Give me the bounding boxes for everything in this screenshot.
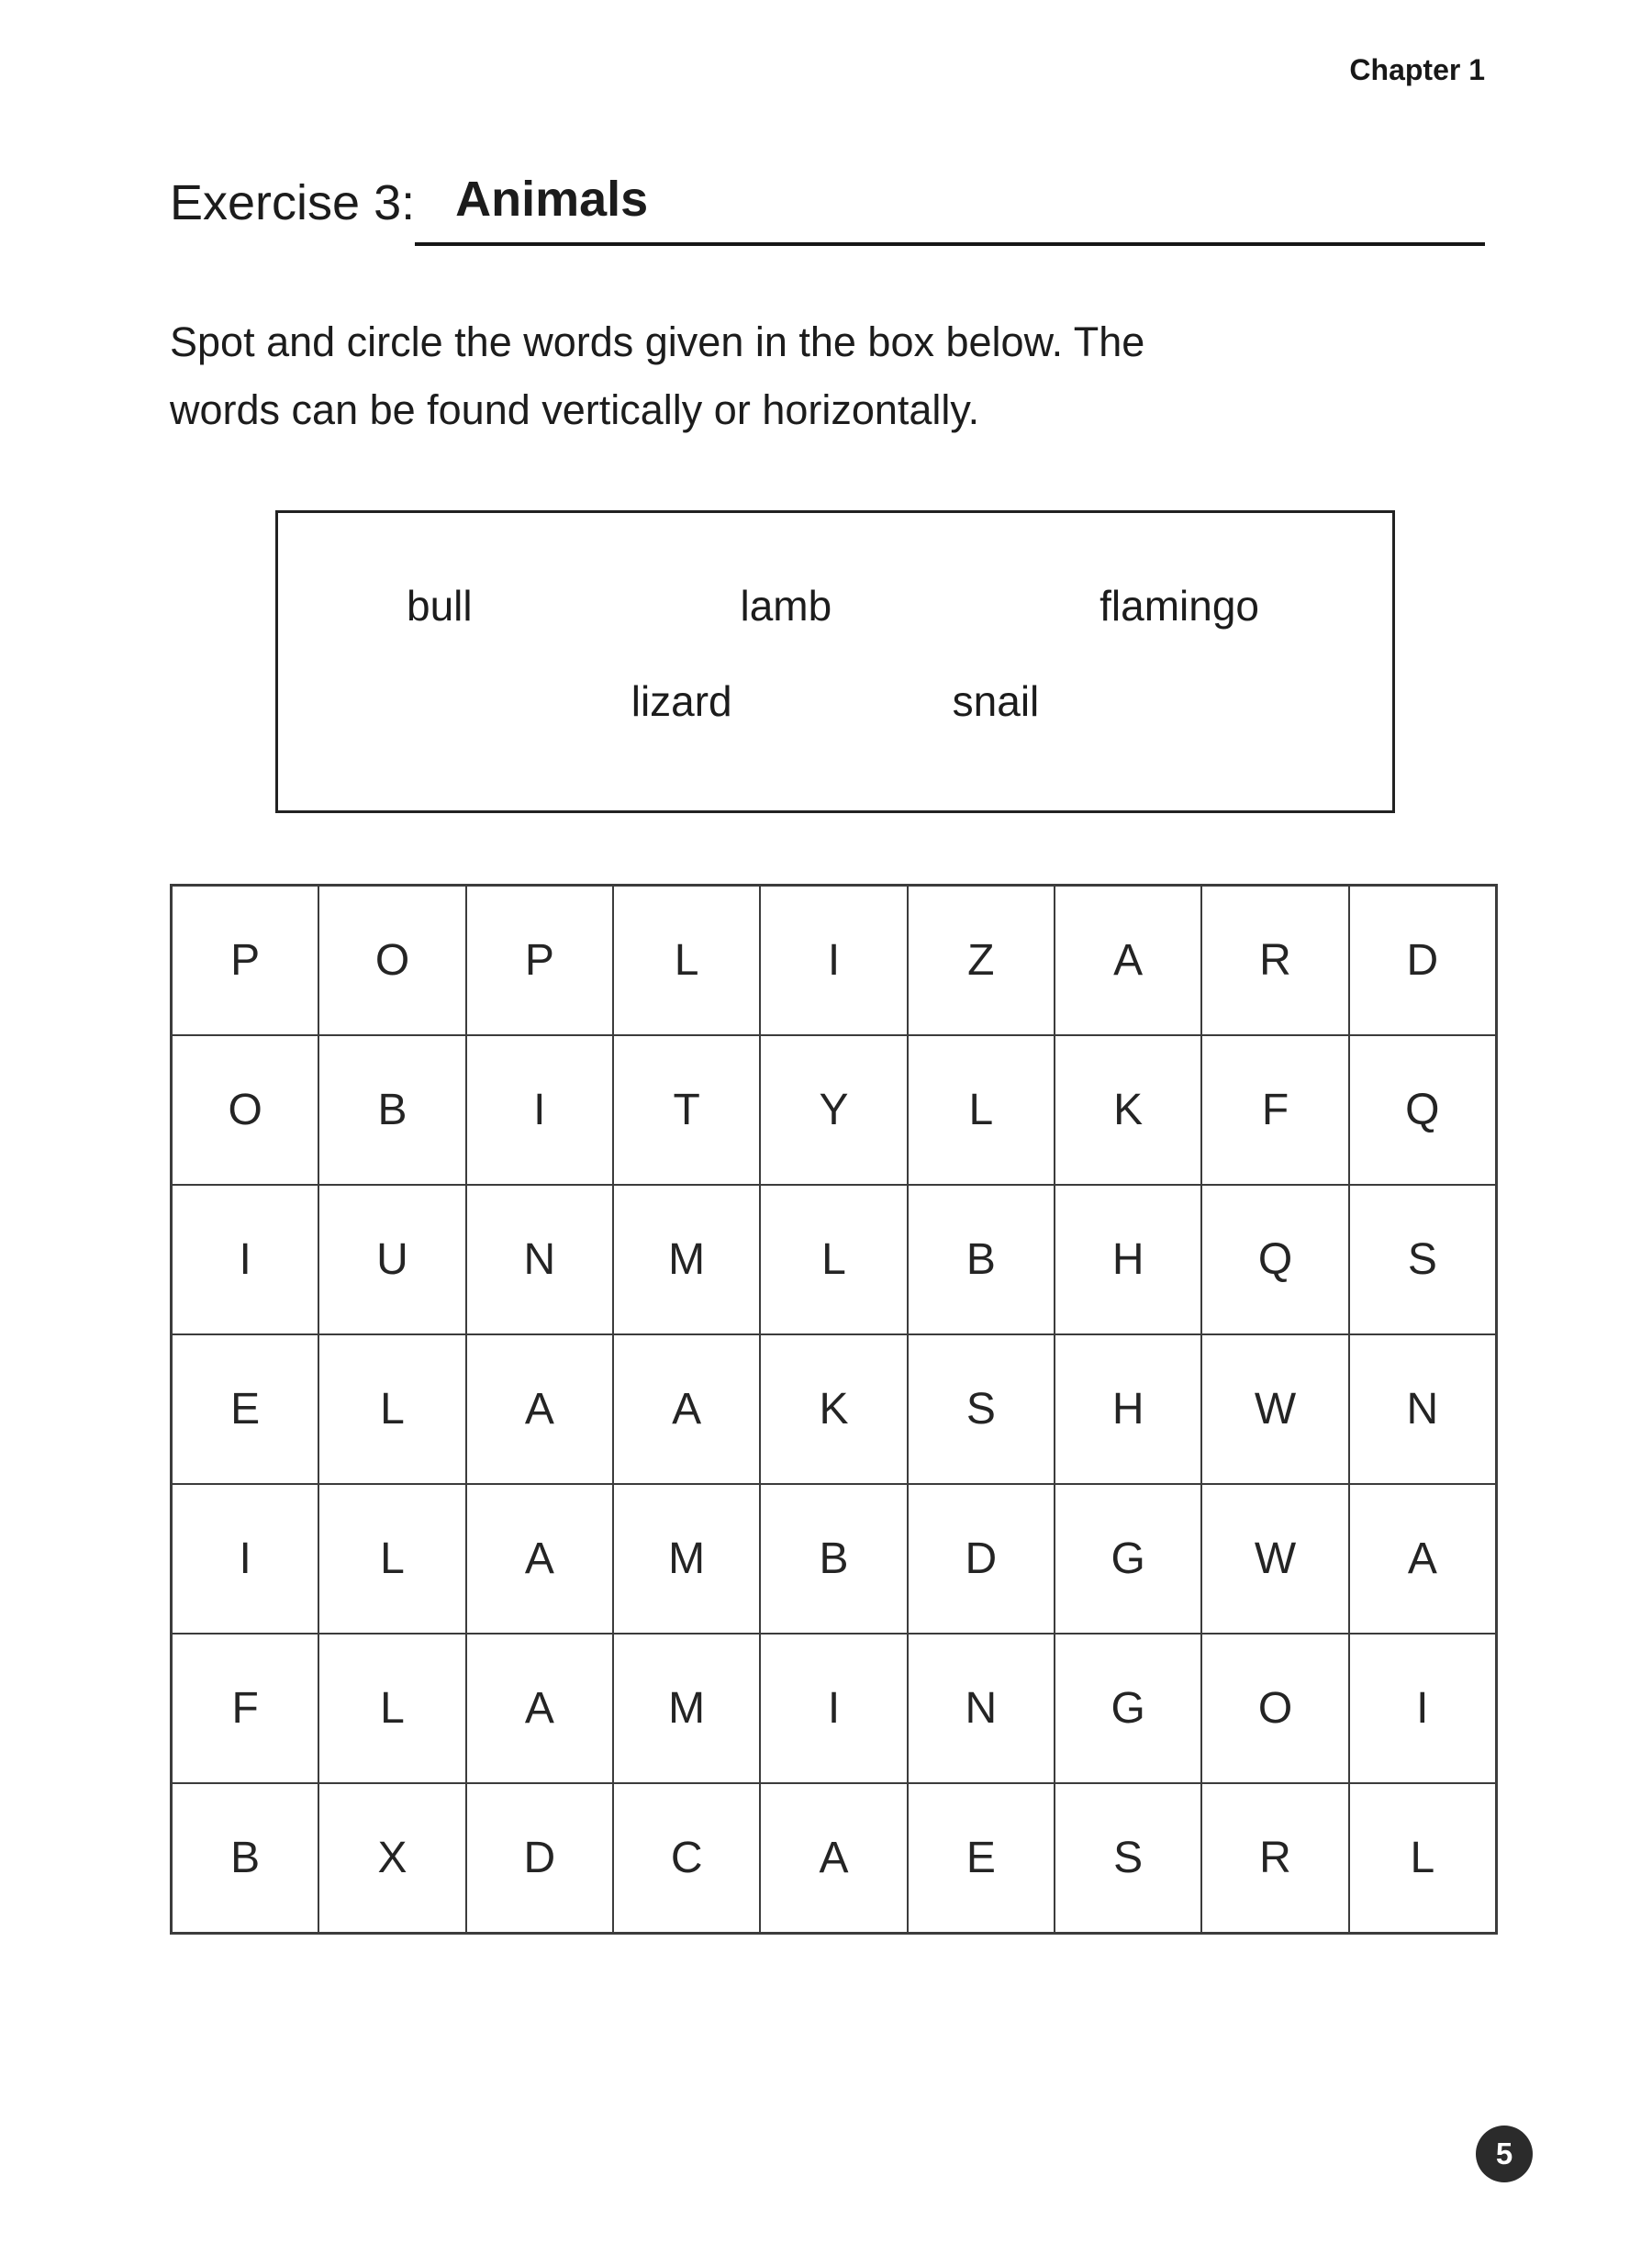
instructions-line-2: words can be found vertically or horizontally. <box>170 386 980 433</box>
word-item-flamingo: flamingo <box>1099 582 1259 630</box>
grid-cell: W <box>1201 1334 1348 1484</box>
grid-cell: G <box>1055 1634 1201 1783</box>
grid-cell: I <box>760 886 907 1035</box>
word-bank-row-2 <box>278 676 1392 726</box>
grid-cell: S <box>1055 1783 1201 1933</box>
grid-cell: A <box>613 1334 760 1484</box>
grid-cell: A <box>1349 1484 1496 1634</box>
grid-cell: S <box>1349 1185 1496 1334</box>
grid-cell: S <box>908 1334 1055 1484</box>
grid-cell: A <box>466 1484 613 1634</box>
exercise-heading <box>170 171 1485 246</box>
grid-cell: L <box>760 1185 907 1334</box>
page-number: 5 <box>1495 2137 1513 2170</box>
grid-cell: B <box>172 1783 318 1933</box>
word-item-bull: bull <box>407 582 473 630</box>
grid-cell: Q <box>1201 1185 1348 1334</box>
grid-cell: P <box>466 886 613 1035</box>
grid-cell: E <box>172 1334 318 1484</box>
grid-cell: L <box>318 1634 465 1783</box>
grid-cell: A <box>466 1634 613 1783</box>
grid-cell: E <box>908 1783 1055 1933</box>
grid-cell: M <box>613 1484 760 1634</box>
grid-cell: F <box>172 1634 318 1783</box>
grid-cell: A <box>466 1334 613 1484</box>
grid-cell: Z <box>908 886 1055 1035</box>
grid-cell: Q <box>1349 1035 1496 1185</box>
grid-cell: I <box>172 1185 318 1334</box>
instructions <box>170 308 1514 444</box>
grid-cell: K <box>760 1334 907 1484</box>
title-underline <box>415 171 1485 246</box>
exercise-label: Exercise 3: <box>170 175 416 230</box>
letter-grid <box>170 884 1498 1935</box>
grid-cell: I <box>466 1035 613 1185</box>
word-item-snail: snail <box>952 677 1040 725</box>
grid-cell: P <box>172 886 318 1035</box>
grid-cell: N <box>1349 1334 1496 1484</box>
grid-cell: I <box>1349 1634 1496 1783</box>
grid-cell: F <box>1201 1035 1348 1185</box>
grid-cell: O <box>1201 1634 1348 1783</box>
word-item-lizard: lizard <box>631 677 732 725</box>
instructions-line-1: Spot and circle the words given in the box below. The <box>170 318 1145 365</box>
grid-cell: R <box>1201 1783 1348 1933</box>
grid-cell: B <box>760 1484 907 1634</box>
chapter-label: Chapter 1 <box>1349 53 1485 86</box>
grid-cell: W <box>1201 1484 1348 1634</box>
grid-cell: L <box>318 1484 465 1634</box>
grid-cell: Y <box>760 1035 907 1185</box>
grid-cell: D <box>1349 886 1496 1035</box>
grid-cell: D <box>908 1484 1055 1634</box>
grid-cell: K <box>1055 1035 1201 1185</box>
grid-cell: M <box>613 1634 760 1783</box>
grid-cell: O <box>172 1035 318 1185</box>
grid-cell: L <box>1349 1783 1496 1933</box>
grid-cell: H <box>1055 1185 1201 1334</box>
grid-cell: L <box>613 886 760 1035</box>
grid-cell: N <box>908 1634 1055 1783</box>
exercise-title: Animals <box>455 172 649 227</box>
grid-cell: L <box>318 1334 465 1484</box>
grid-cell: T <box>613 1035 760 1185</box>
grid-cell: L <box>908 1035 1055 1185</box>
grid-cell: H <box>1055 1334 1201 1484</box>
grid-cell: A <box>1055 886 1201 1035</box>
grid-cell: O <box>318 886 465 1035</box>
grid-cell: A <box>760 1783 907 1933</box>
grid-cell: I <box>760 1634 907 1783</box>
grid-cell: B <box>318 1035 465 1185</box>
word-bank-box <box>275 510 1395 813</box>
grid-cell: R <box>1201 886 1348 1035</box>
grid-cell: I <box>172 1484 318 1634</box>
grid-cell: B <box>908 1185 1055 1334</box>
page-number-badge <box>1476 2126 1533 2182</box>
grid-cell: X <box>318 1783 465 1933</box>
grid-cell: M <box>613 1185 760 1334</box>
grid-cell: D <box>466 1783 613 1933</box>
grid-cell: N <box>466 1185 613 1334</box>
word-item-lamb: lamb <box>740 582 832 630</box>
word-bank-row-1 <box>278 581 1392 630</box>
grid-cell: U <box>318 1185 465 1334</box>
grid-cell: G <box>1055 1484 1201 1634</box>
grid-cell: C <box>613 1783 760 1933</box>
